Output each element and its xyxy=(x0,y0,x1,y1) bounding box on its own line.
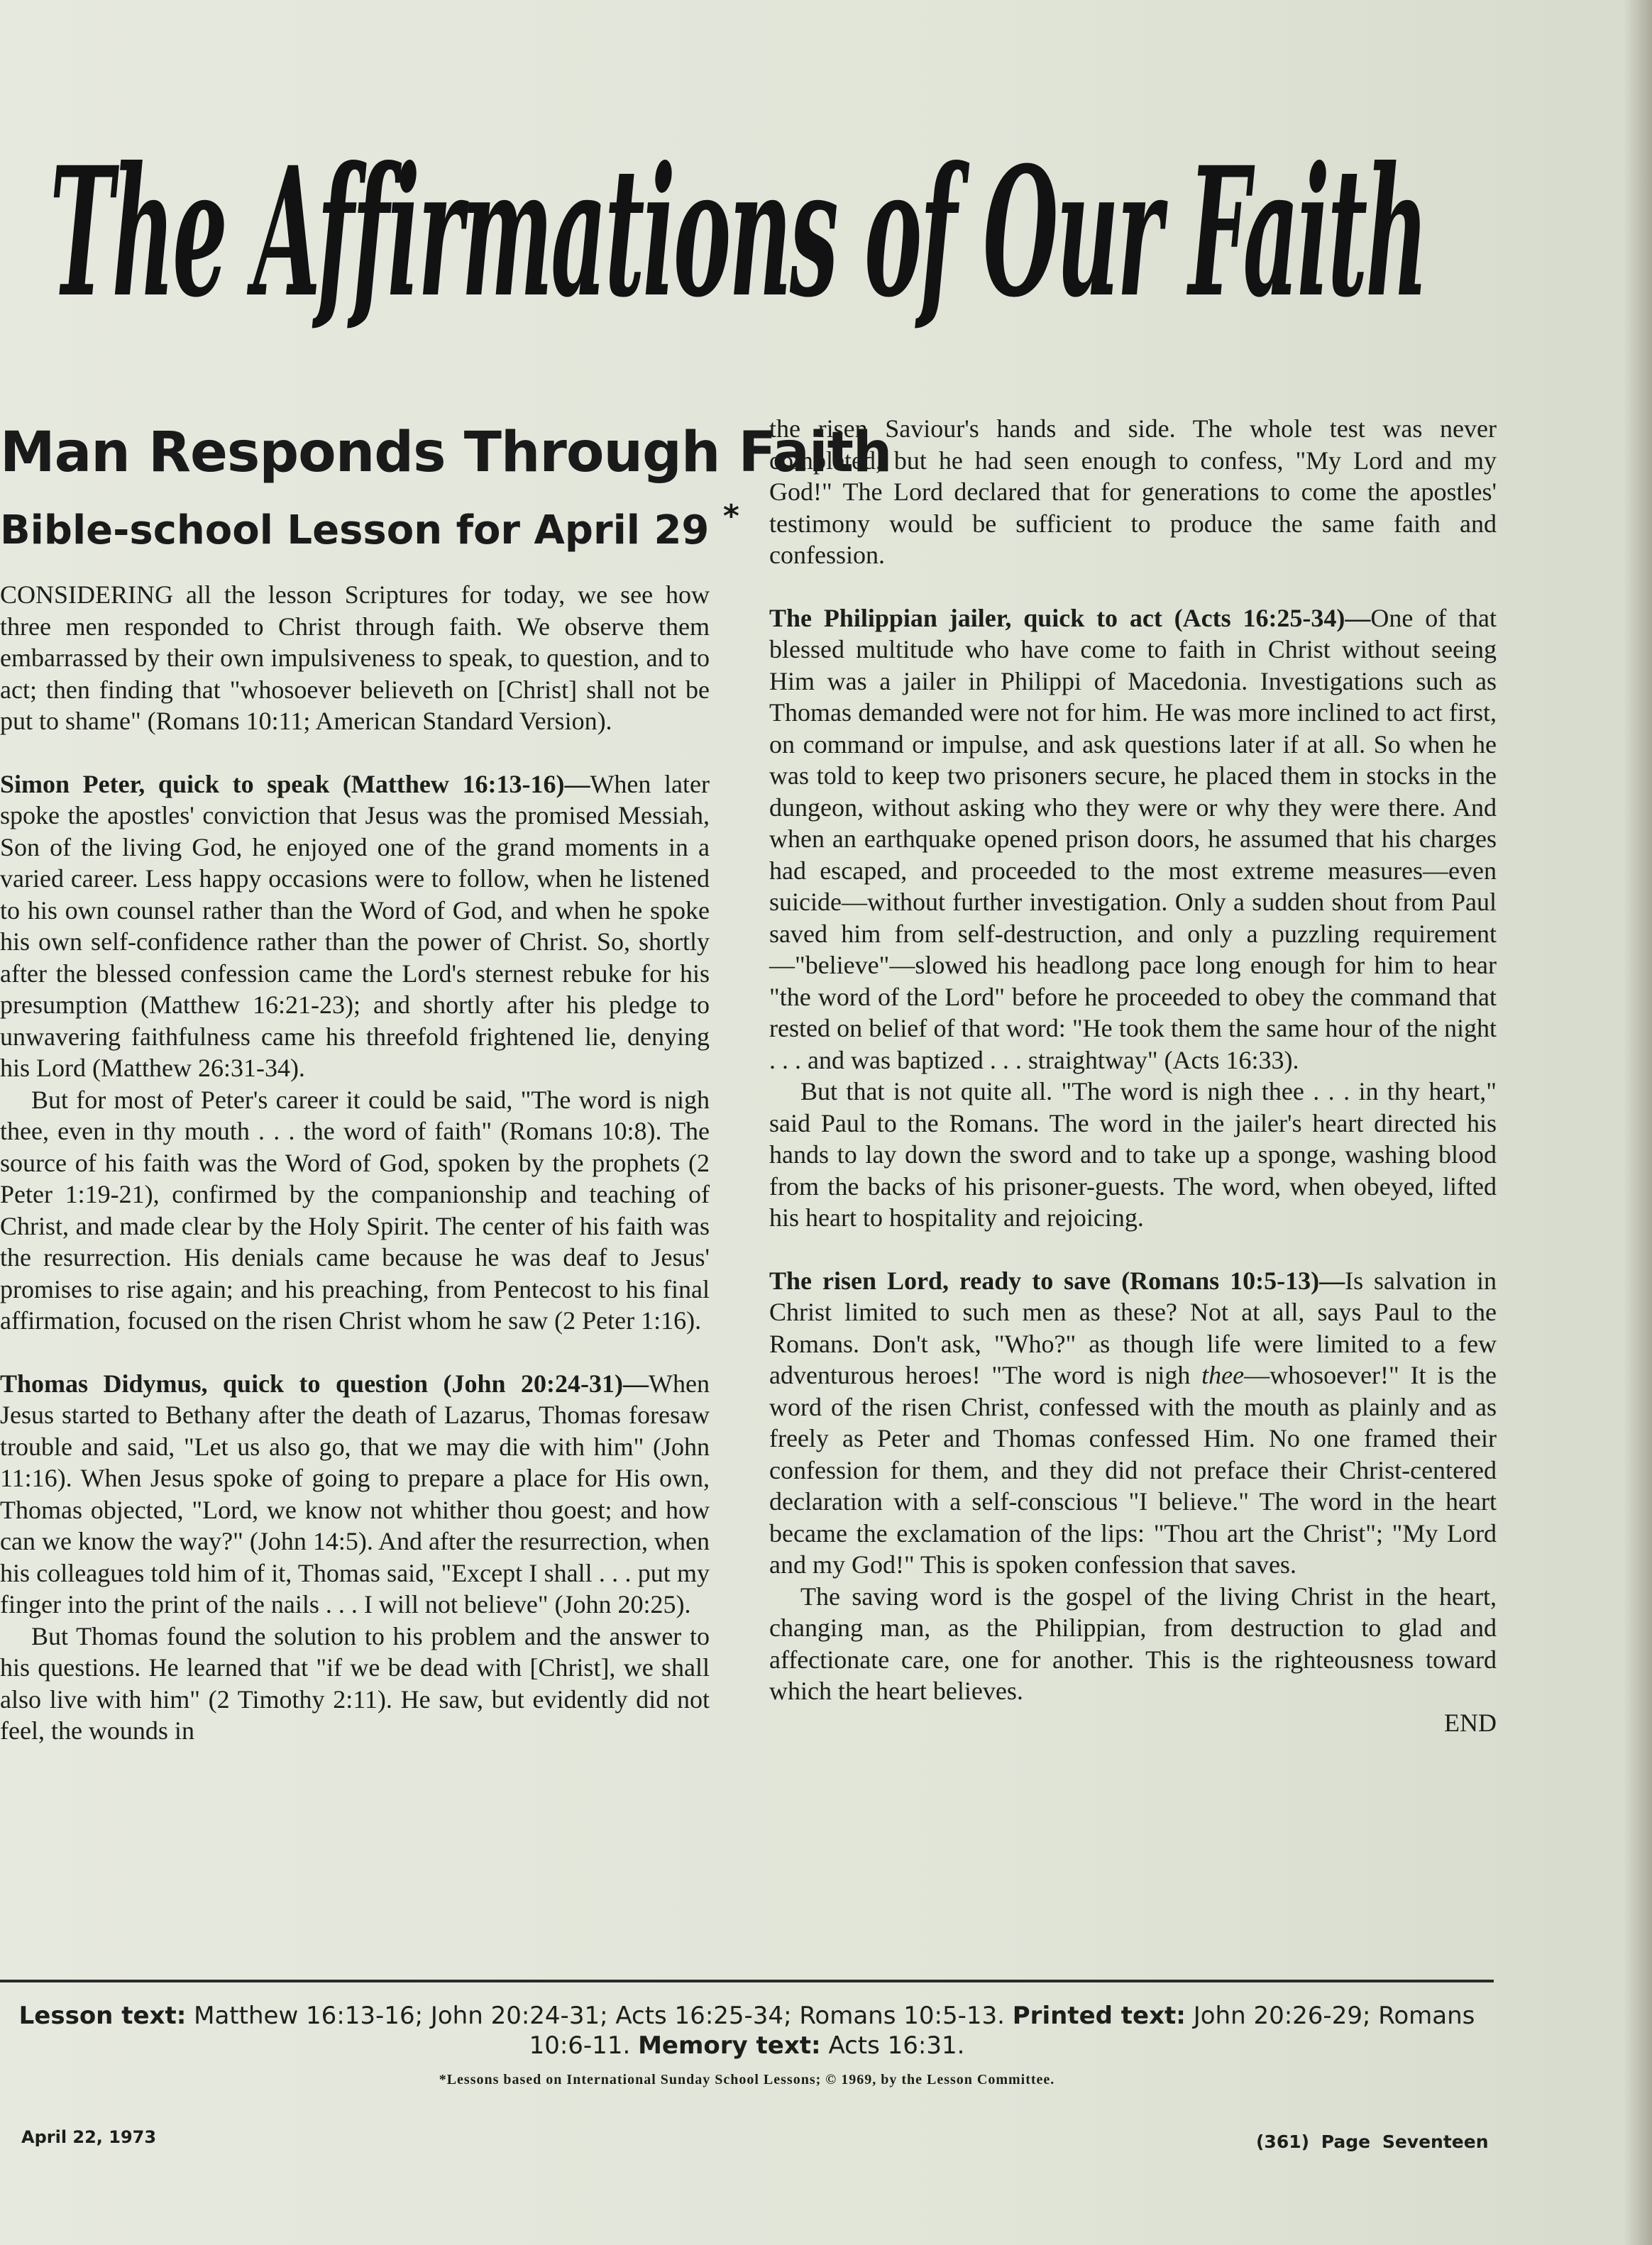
risen-lord-section xyxy=(769,1265,1497,1581)
thomas-paragraph-2: But Thomas found the solution to his problem and the answer to his questions. He learned that "if we be dead with [Christ], we shall also live with him" (2 Timothy 2:11). He saw, but evidently did not feel, the wounds in xyxy=(0,1621,710,1745)
spacer xyxy=(0,1337,710,1368)
continued-paragraph: the risen Saviour's hands and side. The whole test was never completed, but he had seen enough to confess, "My Lord and my God!" The Lord declared that for generations to come the apostles' testimony would be sufficient to produce the same faith and confession. xyxy=(769,414,1497,569)
lesson-subtitle xyxy=(0,487,739,561)
issue-date: April 22, 1973 xyxy=(21,2127,157,2147)
spacer xyxy=(0,737,710,768)
left-column xyxy=(0,419,892,1747)
risen-lord-body-a: Is salvation in Christ limited to such men as these? Not at all, says Paul to the Romans. Don't ask, "Who?" as though life were limited to a few adventurous heroes! "The word is nigh xyxy=(769,1266,1497,1389)
lesson-text-label: Lesson text: xyxy=(18,2002,187,2030)
peter-body: When later spoke the apostles' conviction that Jesus was the promised Messiah, Son of the living God, he enjoyed one of the grand moments in a varied career. Less happy occasions were to follow, when he listened to his own counsel rather than the Word of God, and when he spoke his own self-confidence rather than the power of Christ. So, shortly after the blessed confession came the Lord's sternest rebuke for his presumption (Matthew 16:21-23); and shortly after his pledge to unwavering faithfulness came his threefold frightened lie, denying his Lord (Matthew 26:31-34). xyxy=(0,769,710,1082)
printed-text-value: John 20:26-29; Romans 10:6-11. xyxy=(529,2002,1475,2060)
risen-lord-heading: The risen Lord, ready to save (Romans 10:5-13)— xyxy=(769,1266,1345,1295)
printed-text-label: Printed text: xyxy=(1012,2002,1186,2030)
jailer-heading: The Philippian jailer, quick to act (Acts 16:25-34)— xyxy=(769,603,1371,632)
end-mark: END xyxy=(1444,1708,1497,1737)
title-banner xyxy=(43,128,1433,341)
thomas-body: When Jesus started to Bethany after the death of Lazarus, Thomas foresaw trouble and said, "Let us also go, that we may die with him" (John 11:16). When Jesus spoke of going to prepare a place for His own, Thomas objected, "Lord, we know not whither thou goest; and how can we know the way?" (John 14:5). And after the resurrection, when his colleagues told him of it, Thomas said, "Except I shall . . . put my finger into the print of the nails . . . I will not believe" (John 20:25). xyxy=(0,1369,710,1618)
jailer-section xyxy=(769,602,1497,1076)
page-title: The Affirmations of Our Faith xyxy=(50,128,1426,336)
lesson-references xyxy=(0,2001,1494,2061)
right-column xyxy=(769,413,1497,1738)
page-edge-shadow xyxy=(1624,0,1652,2245)
risen-lord-emphasis: thee xyxy=(1201,1361,1245,1389)
page-number: (361) Page Seventeen xyxy=(1256,2131,1489,2152)
risen-lord-body-b: —whosoever!" It is the word of the risen Christ, confessed with the mouth as plainly and as freely as Peter and Thomas confessed Him. No one framed their confession for them, and they did not preface their Christ-centered declaration with a self-conscious "I believe." The word in the heart became the exclamation of the lips: "Thou art the Christ"; "My Lord and my God!" This is spoken confession that saves. xyxy=(769,1361,1497,1579)
footnote: *Lessons based on International Sunday School Lessons; © 1969, by the Lesson Committee. xyxy=(439,2072,1055,2087)
lesson-title: Man Responds Through Faith xyxy=(0,421,892,485)
horizontal-rule xyxy=(0,1980,1494,1982)
memory-text-label: Memory text: xyxy=(638,2031,821,2060)
memory-text-value: Acts 16:31. xyxy=(828,2031,965,2060)
peter-section xyxy=(0,768,710,1084)
spacer xyxy=(769,571,1497,602)
peter-paragraph-2: But for most of Peter's career it could be said, "The word is nigh thee, even in thy mouth . . . the word of faith" (Romans 10:8). The source of his faith was the Word of God, spoken by the prophets (2 Peter 1:19-21), confirmed by the companionship and teaching of Christ, and made clear by the Holy Spirit. The center of his faith was the resurrection. His denials came because he was deaf to Jesus' promises to rise again; and his preaching, from Pentecost to his final affirmation, focused on the risen Christ whom he saw (2 Peter 1:16). xyxy=(0,1085,710,1335)
peter-heading: Simon Peter, quick to speak (Matthew 16:13-16)— xyxy=(0,769,590,798)
footnote-mark: * xyxy=(722,498,739,534)
lesson-text-value: Matthew 16:13-16; John 20:24-31; Acts 16:25-34; Romans 10:5-13. xyxy=(194,2002,1005,2030)
risen-lord-paragraph-2: The saving word is the gospel of the living Christ in the heart, changing man, as the Philippian, from destruction to glad and affectionate care, one for another. This is the righteousness toward which the heart believes. xyxy=(769,1582,1497,1705)
intro-paragraph: CONSIDERING all the lesson Scriptures for today, we see how three men responded to Christ through faith. We observe them embarrassed by their own impulsiveness to speak, to question, and to act; then finding that "whosoever believeth on [Christ] shall not be put to shame" (Romans 10:11; American Standard Version). xyxy=(0,580,710,735)
thomas-section xyxy=(0,1368,710,1621)
jailer-body: One of that blessed multitude who have come to faith in Christ without seeing Him was a jailer in Philippi of Macedonia. Investigations such as Thomas demanded were not for him. He was more inclined to act first, on command or impulse, and ask questions later if at all. So when he was told to keep two prisoners secure, he placed them in stocks in the dungeon, without asking who they were or why they were there. And when an earthquake opened prison doors, he assumed that his charges had escaped, and proceeded to the most extreme measures—even suicide—without further investigation. Only a sudden shout from Paul saved him from self-destruction, and only a puzzling requirement—"believe"—slowed his headlong pace long enough for him to hear "the word of the Lord" before he proceeded to obey the command that rested on belief of that word: "He took them the same hour of the night . . . and was baptized . . . straightway" (Acts 16:33). xyxy=(769,603,1497,1074)
jailer-paragraph-2: But that is not quite all. "The word is nigh thee . . . in thy heart," said Paul to the Romans. The word in the jailer's heart directed his hands to lay down the sword and to take up a sponge, washing blood from the backs of his prisoner-guests. The word, when obeyed, lifted his heart to hospitality and rejoicing. xyxy=(769,1077,1497,1232)
thomas-heading: Thomas Didymus, quick to question (John 20:24-31)— xyxy=(0,1369,649,1398)
lesson-subtitle-text: Bible-school Lesson for April 29 xyxy=(0,507,710,553)
title-svg xyxy=(43,128,1433,341)
spacer xyxy=(769,1234,1497,1265)
